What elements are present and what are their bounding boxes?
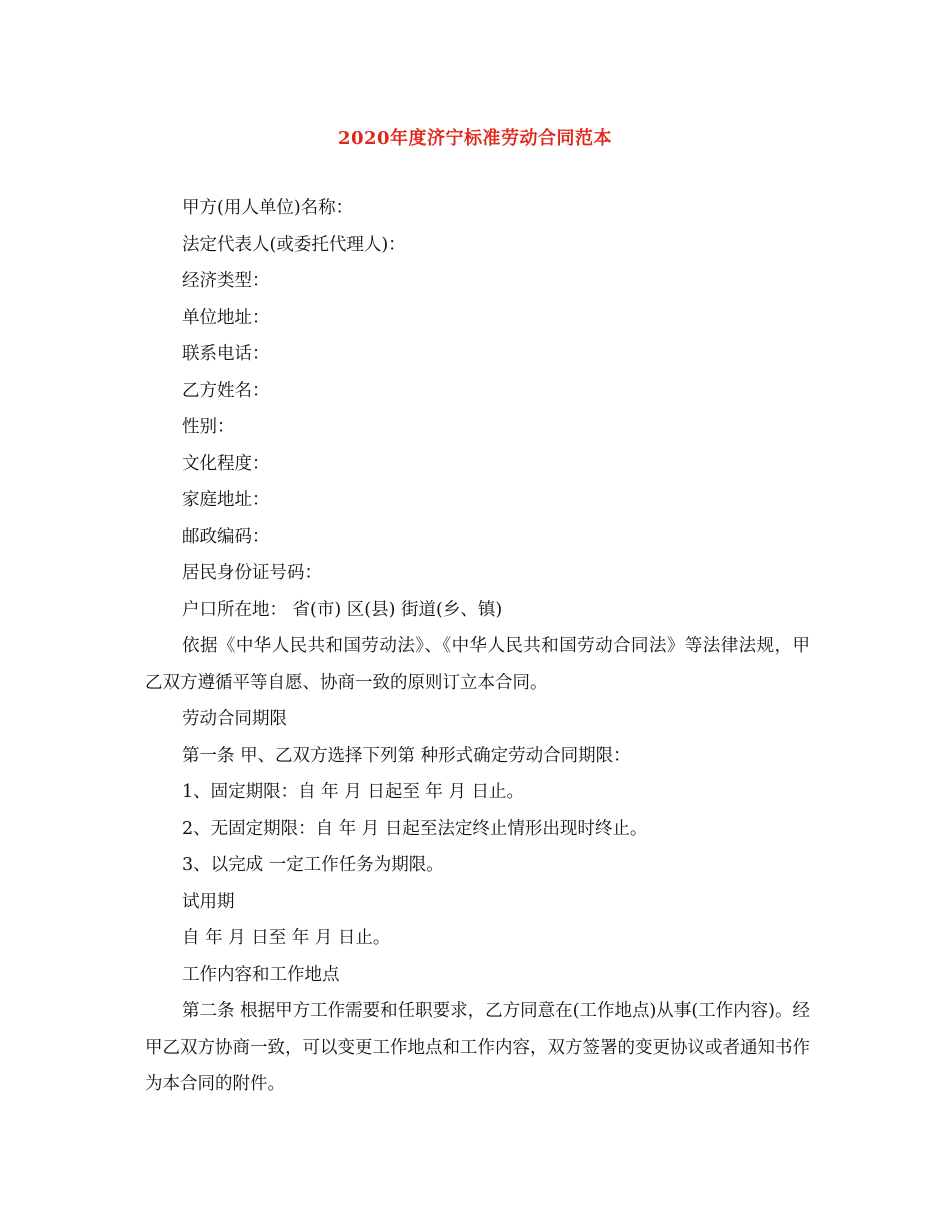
field-employer-name: 甲方(用人单位)名称：	[182, 198, 354, 218]
article-2: 第二条 根据甲方工作需要和任职要求，乙方同意在(工作地点)从事(工作内容)。经甲乙双方协商一致，可以变更工作地点和工作内容，双方签署的变更协议或者通知书作为本合同的附件。	[145, 1001, 810, 1094]
field-postal-code: 邮政编码：	[182, 526, 270, 547]
article-1: 第一条 甲、乙双方选择下列第 种形式确定劳动合同期限：	[182, 745, 631, 766]
field-id-number: 居民身份证号码：	[182, 563, 322, 583]
field-household-registration: 户口所在地： 省(市) 区(县) 街道(乡、镇)	[182, 599, 503, 620]
document-body	[145, 190, 810, 1103]
intro-paragraph: 依据《中华人民共和国劳动法》、《中华人民共和国劳动合同法》等法律法规，甲乙双方遵循平等自愿、协商一致的原则订立本合同。	[145, 636, 810, 693]
field-employee-name: 乙方姓名：	[182, 380, 270, 401]
document-title: 2020年度济宁标准劳动合同范本	[337, 128, 613, 149]
article-1-item-fixed: 1、固定期限：自 年 月 日起至 年 月 日止。	[182, 782, 525, 802]
probation-text: 自 年 月 日至 年 月 日止。	[182, 928, 391, 948]
field-company-address: 单位地址：	[182, 307, 270, 328]
field-economic-type: 经济类型：	[182, 271, 270, 291]
section-work-heading: 工作内容和工作地点	[182, 964, 340, 985]
field-legal-representative: 法定代表人(或委托代理人)：	[182, 234, 406, 255]
field-gender: 性别：	[182, 417, 235, 437]
section-probation-heading: 试用期	[182, 891, 235, 912]
field-education: 文化程度：	[182, 453, 270, 474]
section-term-heading: 劳动合同期限	[182, 709, 287, 729]
article-1-item-open-ended: 2、无固定期限：自 年 月 日起至法定终止情形出现时终止。	[182, 818, 648, 839]
article-1-item-task-based: 3、以完成 一定工作任务为期限。	[182, 855, 444, 875]
field-home-address: 家庭地址：	[182, 490, 270, 510]
field-contact-phone: 联系电话：	[182, 344, 270, 364]
